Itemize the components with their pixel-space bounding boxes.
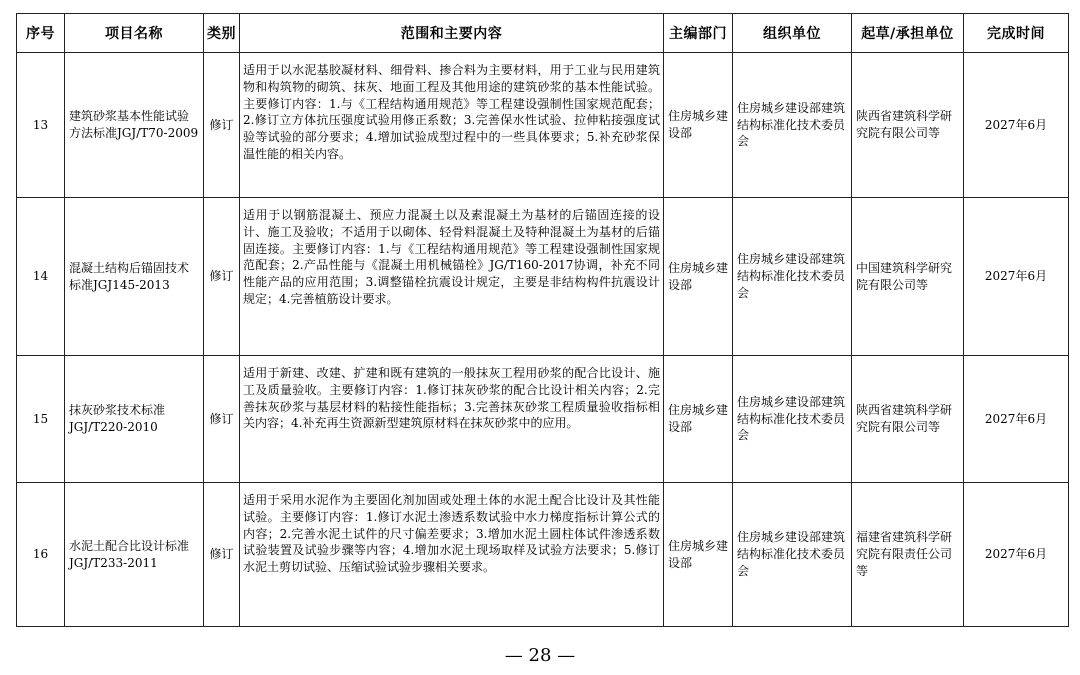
- cell-org: 住房城乡建设部建筑结构标准化技术委员会: [733, 356, 852, 483]
- cell-dept: 住房城乡建设部: [664, 53, 733, 198]
- cell-drafter: 陕西省建筑科学研究院有限公司等: [852, 53, 964, 198]
- cell-name: 混凝土结构后锚固技术标准JGJ145-2013: [65, 198, 204, 356]
- cell-scope: 适用于以钢筋混凝土、预应力混凝土以及素混凝土为基材的后锚固连接的设计、施工及验收；不适用于以砌体、轻骨料混凝土及特种混凝土为基材的后锚固连接。主要修订内容：1.与《工程结构通用规范》等工程建设强制性国家规范配套；2.产品性能与《混凝土用机械锚栓》JG/T160-2017协调，补充不同性能产品的应用范围；3.调整锚栓抗震设计规定，主要是非结构构件抗震设计规定；4.完善植筋设计要求。: [240, 198, 664, 356]
- table-header-row: [17, 14, 1069, 53]
- cell-date: 2027年6月: [964, 53, 1069, 198]
- cell-no: 13: [17, 53, 65, 198]
- header-date: 完成时间: [964, 14, 1069, 53]
- cell-date: 2027年6月: [964, 356, 1069, 483]
- cell-drafter: 福建省建筑科学研究院有限责任公司等: [852, 483, 964, 627]
- cell-date: 2027年6月: [964, 483, 1069, 627]
- cell-scope: 适用于新建、改建、扩建和既有建筑的一般抹灰工程用砂浆的配合比设计、施工及质量验收。主要修订内容：1.修订抹灰砂浆的配合比设计相关内容；2.完善抹灰砂浆与基层材料的粘接性能指标；3.完善抹灰砂浆工程质量验收指标相关内容；4.补充再生资源新型建筑原材料在抹灰砂浆中的应用。: [240, 356, 664, 483]
- header-dept: 主编部门: [664, 14, 733, 53]
- table-row: [17, 53, 1069, 198]
- header-org: 组织单位: [733, 14, 852, 53]
- cell-date: 2027年6月: [964, 198, 1069, 356]
- header-name: 项目名称: [65, 14, 204, 53]
- cell-type: 修订: [204, 198, 240, 356]
- cell-no: 16: [17, 483, 65, 627]
- page-number: — 28 —: [504, 645, 576, 666]
- cell-type: 修订: [204, 53, 240, 198]
- cell-org: 住房城乡建设部建筑结构标准化技术委员会: [733, 198, 852, 356]
- table-row: [17, 356, 1069, 483]
- cell-no: 15: [17, 356, 65, 483]
- table-row: [17, 198, 1069, 356]
- header-no: 序号: [17, 14, 65, 53]
- cell-dept: 住房城乡建设部: [664, 483, 733, 627]
- cell-type: 修订: [204, 483, 240, 627]
- cell-scope: 适用于采用水泥作为主要固化剂加固或处理土体的水泥土配合比设计及其性能试验。主要修订内容：1.修订水泥土渗透系数试验中水力梯度指标计算公式的内容；2.完善水泥土试件的尺寸偏差要求；3.增加水泥土圆柱体试件渗透系数试验装置及试验步骤等内容；4.增加水泥土现场取样及试验方法要求；5.修订水泥土剪切试验、压缩试验试验步骤相关要求。: [240, 483, 664, 627]
- cell-type: 修订: [204, 356, 240, 483]
- cell-no: 14: [17, 198, 65, 356]
- table-row: [17, 483, 1069, 627]
- cell-org: 住房城乡建设部建筑结构标准化技术委员会: [733, 53, 852, 198]
- cell-dept: 住房城乡建设部: [664, 356, 733, 483]
- cell-name: 建筑砂浆基本性能试验方法标准JGJ/T70-2009: [65, 53, 204, 198]
- standards-table: [16, 13, 1069, 627]
- cell-org: 住房城乡建设部建筑结构标准化技术委员会: [733, 483, 852, 627]
- cell-drafter: 中国建筑科学研究院有限公司等: [852, 198, 964, 356]
- cell-drafter: 陕西省建筑科学研究院有限公司等: [852, 356, 964, 483]
- header-type: 类别: [204, 14, 240, 53]
- standards-table-page: [16, 13, 1068, 627]
- cell-name: 水泥土配合比设计标准JGJ/T233-2011: [65, 483, 204, 627]
- header-drafter: 起草/承担单位: [852, 14, 964, 53]
- cell-dept: 住房城乡建设部: [664, 198, 733, 356]
- cell-name: 抹灰砂浆技术标准JGJ/T220-2010: [65, 356, 204, 483]
- header-scope: 范围和主要内容: [240, 14, 664, 53]
- cell-scope: 适用于以水泥基胶凝材料、细骨料、掺合料为主要材料，用于工业与民用建筑物和构筑物的砌筑、抹灰、地面工程及其他用途的建筑砂浆的基本性能试验。主要修订内容：1.与《工程结构通用规范》等工程建设强制性国家规范配套；2.修订立方体抗压强度试验用修正系数；3.完善保水性试验、拉伸粘接强度试验等试验的部分要求；4.增加试验成型过程中的一些具体要求；5.补充砂浆保温性能的相关内容。: [240, 53, 664, 198]
